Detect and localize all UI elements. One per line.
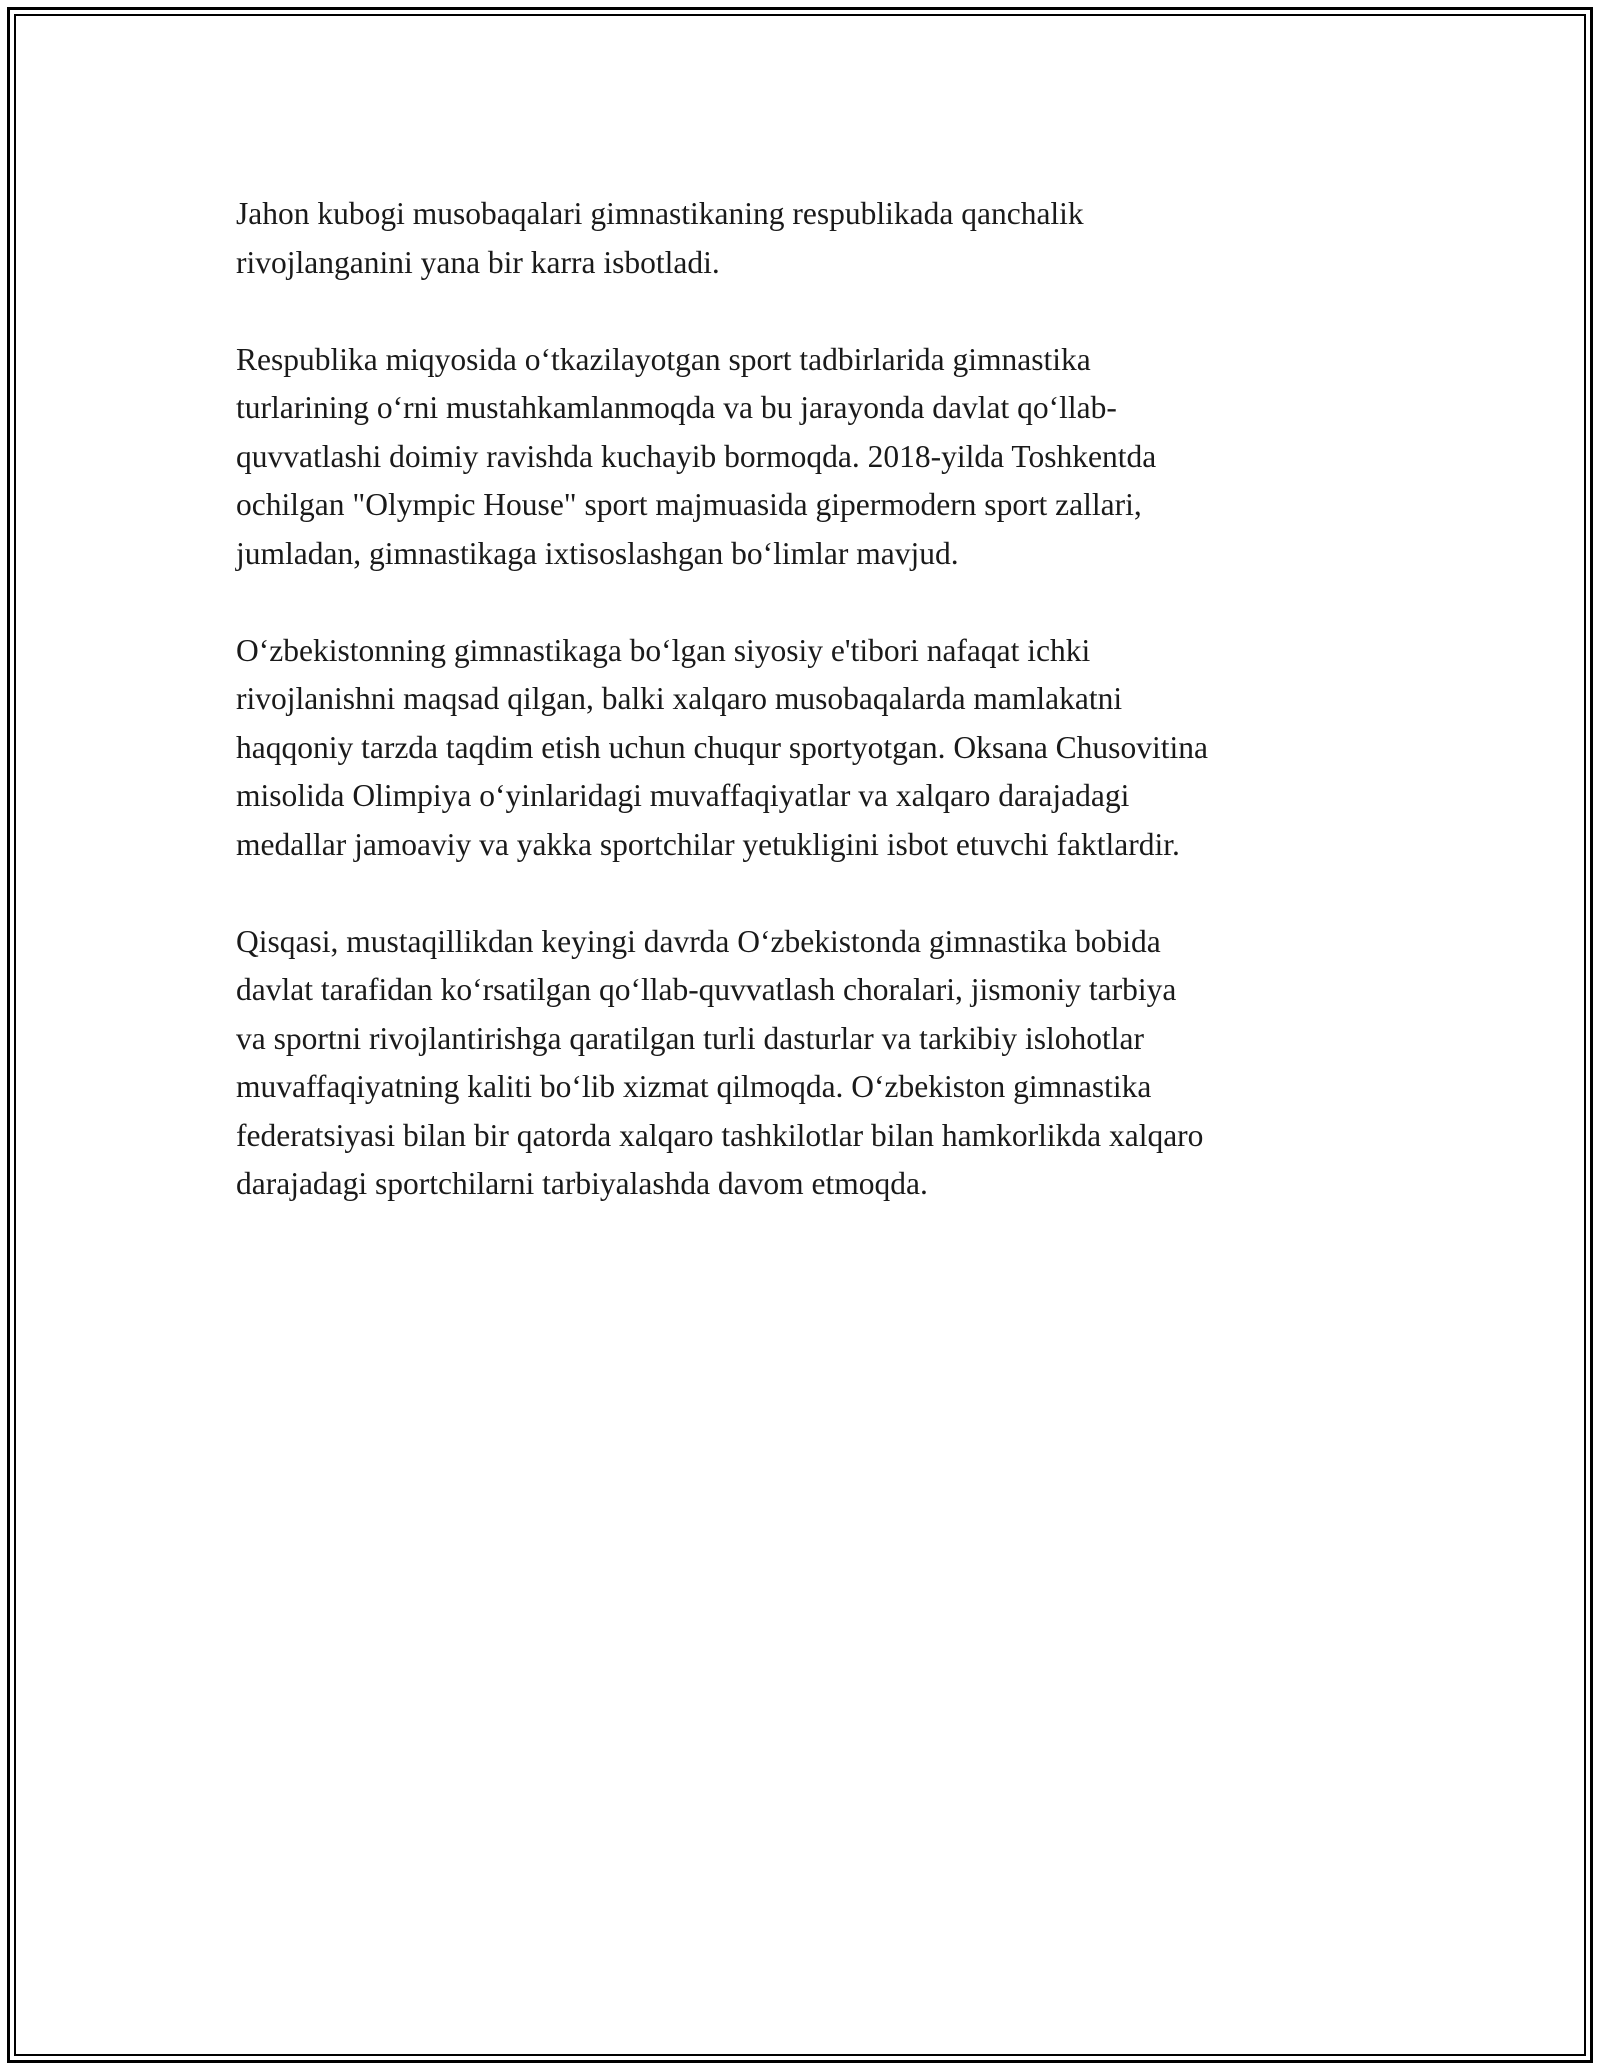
text-line: muvaffaqiyatning kaliti bo‘lib xizmat qilmoqda. O‘zbekiston gimnastika	[236, 1069, 1152, 1104]
text-line: Qisqasi, mustaqillikdan keyingi davrda O‘zbekistonda gimnastika bobida	[236, 923, 1161, 959]
text-line: davlat tarafidan ko‘rsatilgan qo‘llab-quvvatlash choralari, jismoniy tarbiya	[236, 972, 1177, 1007]
paragraph-4	[236, 918, 1376, 1209]
text-line: jumladan, gimnastikaga ixtisoslashgan bo‘limlar mavjud.	[236, 535, 959, 571]
text-line: turlarining o‘rni mustahkamlanmoqda va bu jarayonda davlat qo‘llab-	[236, 390, 1117, 425]
paragraph-1	[236, 190, 1376, 287]
document-body	[236, 190, 1376, 1257]
paragraph-2	[236, 336, 1376, 579]
text-line: va sportni rivojlantirishga qaratilgan turli dasturlar va tarkibiy islohotlar	[236, 1020, 1145, 1056]
text-line: Jahon kubogi musobaqalari gimnastikaning respublikada qanchalik	[236, 196, 1084, 231]
text-line: darajadagi sportchilarni tarbiyalashda davom etmoqda.	[236, 1166, 928, 1201]
text-line: misolida Olimpiya o‘yinlaridagi muvaffaqiyatlar va xalqaro darajadagi	[236, 778, 1130, 813]
text-line: haqqoniy tarzda taqdim etish uchun chuqur sportyotgan. Oksana Chusovitina	[236, 729, 1208, 765]
text-line: medallar jamoaviy va yakka sportchilar yetukligini isbot etuvchi faktlardir.	[236, 826, 1180, 862]
text-line: Respublika miqyosida o‘tkazilayotgan sport tadbirlarida gimnastika	[236, 341, 1091, 377]
text-line: rivojlanishni maqsad qilgan, balki xalqaro musobaqalarda mamlakatni	[236, 681, 1123, 716]
text-line: federatsiyasi bilan bir qatorda xalqaro tashkilotlar bilan hamkorlikda xalqaro	[236, 1117, 1204, 1153]
text-line: O‘zbekistonning gimnastikaga bo‘lgan siyosiy e'tibori nafaqat ichki	[236, 632, 1091, 668]
text-line: quvvatlashi doimiy ravishda kuchayib bormoqda. 2018-yilda Toshkentda	[236, 438, 1157, 474]
text-line: ochilgan "Olympic House" sport majmuasida gipermodern sport zallari,	[236, 487, 1142, 522]
paragraph-3	[236, 627, 1376, 870]
text-line: rivojlanganini yana bir karra isbotladi.	[236, 244, 720, 280]
